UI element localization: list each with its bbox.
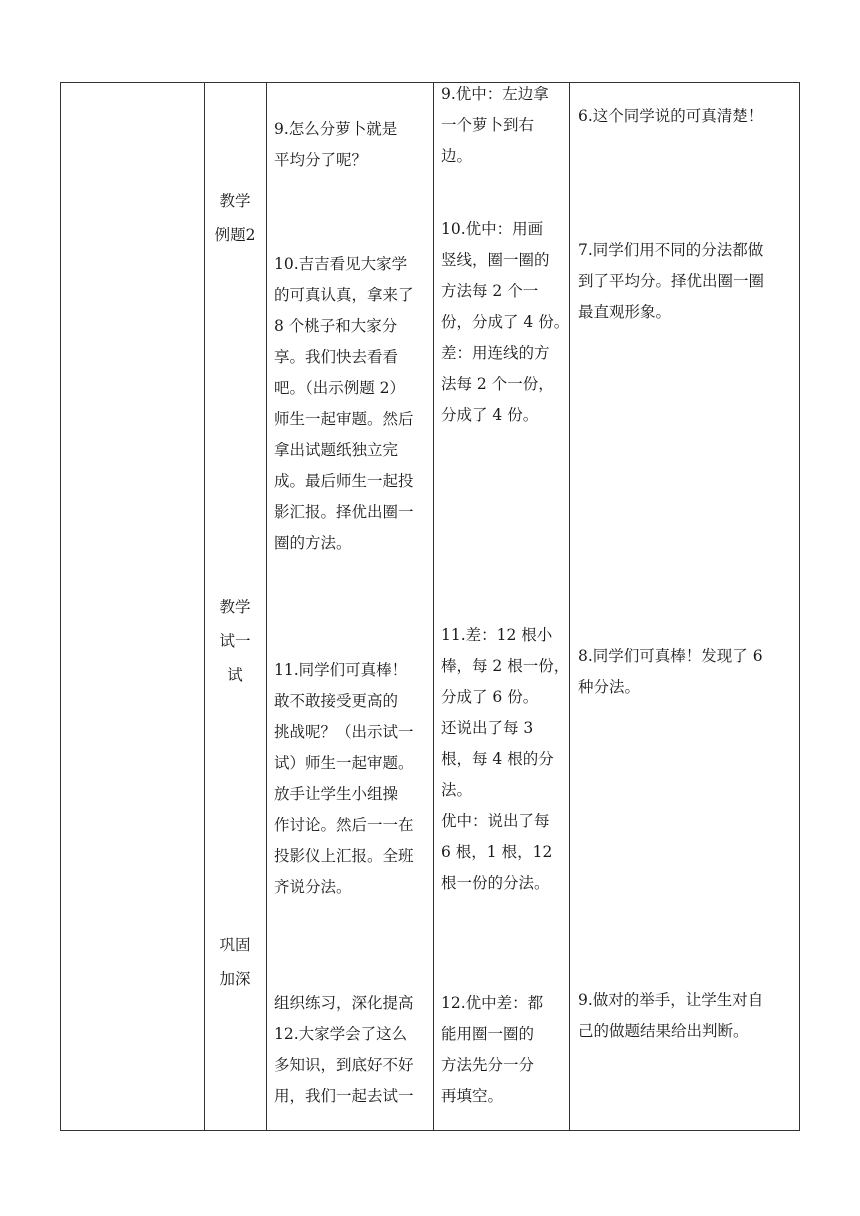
student-answer-9 [441, 79, 549, 172]
intent-note-9 [578, 985, 763, 1047]
text-line: 10.优中：用画 [441, 220, 544, 238]
text-line: 成。最后师生一起投 [274, 472, 414, 490]
text-line: 再填空。 [441, 1087, 504, 1105]
text-line: 组织练习，深化提高 [274, 994, 414, 1012]
label-line: 教学 [219, 598, 251, 616]
student-answer-11 [441, 620, 569, 899]
text-line: 最直观形象。 [578, 303, 672, 321]
text-line: 师生一起审题。然后 [274, 410, 414, 428]
text-line: 8 个桃子和大家分 [274, 317, 398, 335]
text-line: 分成了 6 份。 [441, 688, 539, 706]
text-line: 挑战呢？（出示试一 [274, 723, 414, 741]
stage-label-tryit [204, 590, 266, 692]
text-line: 9.优中：左边拿 [441, 85, 549, 103]
label-line: 试一 [219, 632, 251, 650]
text-line: 放手让学生小组操 [274, 785, 399, 803]
label-line: 巩固 [219, 936, 251, 954]
text-line: 试）师生一起审题。 [274, 754, 414, 772]
text-line: 平均分了呢？ [274, 151, 368, 169]
text-line: 9.怎么分萝卜就是 [274, 120, 398, 138]
label-line: 例题2 [214, 226, 256, 244]
teacher-question-12 [274, 988, 414, 1112]
label-line: 加深 [219, 970, 251, 988]
text-line: 敢不敢接受更高的 [274, 692, 399, 710]
text-line: 己的做题结果给出判断。 [578, 1022, 749, 1040]
text-line: 种分法。 [578, 678, 641, 696]
text-line: 分成了 4 份。 [441, 406, 539, 424]
text-line: 7.同学们用不同的分法都做 [578, 241, 764, 259]
intent-note-6 [578, 101, 763, 132]
text-line: 方法每 2 个一 [441, 282, 539, 300]
text-line: 拿出试题纸独立完 [274, 441, 399, 459]
teacher-question-11 [274, 655, 414, 903]
text-line: 一个萝卜到右 [441, 116, 535, 134]
text-line: 吧。（出示例题 2） [274, 379, 406, 397]
teacher-question-10 [274, 249, 414, 559]
text-line: 能用圈一圈的 [441, 1025, 535, 1043]
student-answer-12 [441, 988, 543, 1112]
text-line: 到了平均分。择优出圈一圈 [578, 272, 765, 290]
intent-note-7 [578, 235, 764, 328]
text-line: 6.这个同学说的可真清楚！ [578, 107, 764, 125]
text-line: 方法先分一分 [441, 1056, 535, 1074]
text-line: 竖线，圈一圈的 [441, 251, 550, 269]
text-line: 法。 [441, 781, 473, 799]
text-line: 8.同学们可真棒！发现了 6 [578, 647, 763, 665]
text-line: 的可真认真，拿来了 [274, 286, 414, 304]
text-line: 作讨论。然后一一在 [274, 816, 414, 834]
text-line: 6 根，1 根，12 [441, 843, 553, 861]
intent-note-8 [578, 641, 763, 703]
text-line: 享。我们快去看看 [274, 348, 399, 366]
text-line: 11.同学们可真棒！ [274, 661, 408, 679]
stage-label-consolidate [204, 928, 266, 996]
text-line: 齐说分法。 [274, 878, 352, 896]
column-divider [433, 83, 434, 1130]
text-line: 多知识，到底好不好 [274, 1056, 414, 1074]
text-line: 9.做对的举手，让学生对自 [578, 991, 764, 1009]
column-divider [266, 83, 267, 1130]
text-line: 还说出了每 3 [441, 719, 534, 737]
text-line: 差：用连线的方 [441, 344, 550, 362]
text-line: 用，我们一起去试一 [274, 1087, 414, 1105]
text-line: 投影仪上汇报。全班 [274, 847, 414, 865]
text-line: 12.优中差：都 [441, 994, 544, 1012]
text-line: 根，每 4 根的分 [441, 750, 554, 768]
stage-label-example2 [204, 184, 266, 252]
text-line: 份，分成了 4 份。 [441, 313, 570, 331]
teacher-question-9 [274, 114, 397, 176]
text-line: 圈的方法。 [274, 534, 352, 552]
label-line: 试 [227, 666, 243, 684]
text-line: 10.吉吉看见大家学 [274, 255, 408, 273]
text-line: 12.大家学会了这么 [274, 1025, 408, 1043]
text-line: 优中：说出了每 [441, 812, 550, 830]
student-answer-10 [441, 214, 569, 431]
lesson-plan-table [60, 82, 800, 1131]
text-line: 11.差：12 根小 [441, 626, 553, 644]
label-line: 教学 [219, 192, 251, 210]
text-line: 根一份的分法。 [441, 874, 550, 892]
text-line: 边。 [441, 147, 473, 165]
text-line: 法每 2 个一份， [441, 375, 554, 393]
text-line: 棒，每 2 根一份， [441, 657, 570, 675]
text-line: 影汇报。择优出圈一 [274, 503, 414, 521]
